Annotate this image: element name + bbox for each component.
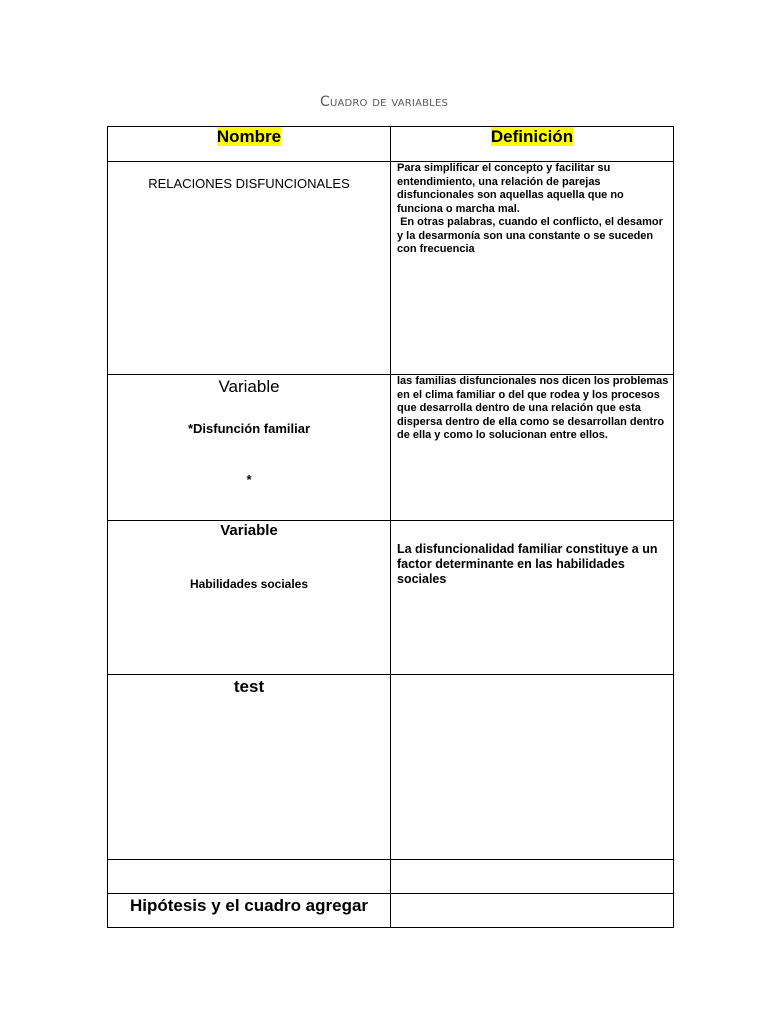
table-row bbox=[108, 894, 674, 928]
name-cell bbox=[108, 675, 391, 860]
definition-cell bbox=[391, 675, 674, 860]
name-cell bbox=[108, 521, 391, 675]
table-row bbox=[108, 521, 674, 675]
header-row bbox=[108, 127, 674, 162]
variable-name: test bbox=[233, 677, 265, 696]
variable-name: Hipótesis y el cuadro agregar bbox=[129, 896, 369, 915]
definition-text: La disfuncionalidad familiar constituye a un factor determinante en las habilidades sociales bbox=[397, 542, 661, 586]
variables-table bbox=[107, 126, 674, 928]
definition-cell bbox=[391, 860, 674, 894]
definition-cell bbox=[391, 894, 674, 928]
table-row bbox=[108, 675, 674, 860]
header-definition: Definición bbox=[490, 127, 574, 146]
variable-name: *Disfunción familiar bbox=[187, 421, 311, 436]
variable-name: Habilidades sociales bbox=[189, 577, 309, 591]
definition-cell bbox=[391, 521, 674, 675]
definition-text: las familias disfuncionales nos dicen los problemas en el clima familiar o del que rodea y los procesos que desarrolla dentro de una relación que esta dispersa dentro de ella como se desarrollan dentro de ella y como lo solucionan entre ellos. bbox=[397, 375, 672, 441]
table-row bbox=[108, 162, 674, 375]
header-name: Nombre bbox=[216, 127, 282, 146]
table-row bbox=[108, 860, 674, 894]
name-cell bbox=[108, 162, 391, 375]
name-cell bbox=[108, 894, 391, 928]
table-row bbox=[108, 375, 674, 521]
header-name-cell bbox=[108, 127, 391, 162]
variable-bullet: * bbox=[246, 472, 252, 487]
variable-name: RELACIONES DISFUNCIONALES bbox=[148, 176, 350, 191]
name-cell bbox=[108, 860, 391, 894]
definition-cell bbox=[391, 162, 674, 375]
variable-label: Variable bbox=[218, 377, 280, 396]
header-definition-cell bbox=[391, 127, 674, 162]
name-cell bbox=[108, 375, 391, 521]
variable-label: Variable bbox=[220, 522, 278, 539]
definition-text: Para simplificar el concepto y facilitar su entendimiento, una relación de parejas disfuncionales son aquellas aquella que no funciona o marcha mal. En otras palabras, cuando el conflicto, el desamor y la desarmonía son una constante o se suceden con frecuencia bbox=[397, 162, 663, 255]
definition-cell bbox=[391, 375, 674, 521]
page-title: Cuadro de variables bbox=[319, 94, 449, 110]
